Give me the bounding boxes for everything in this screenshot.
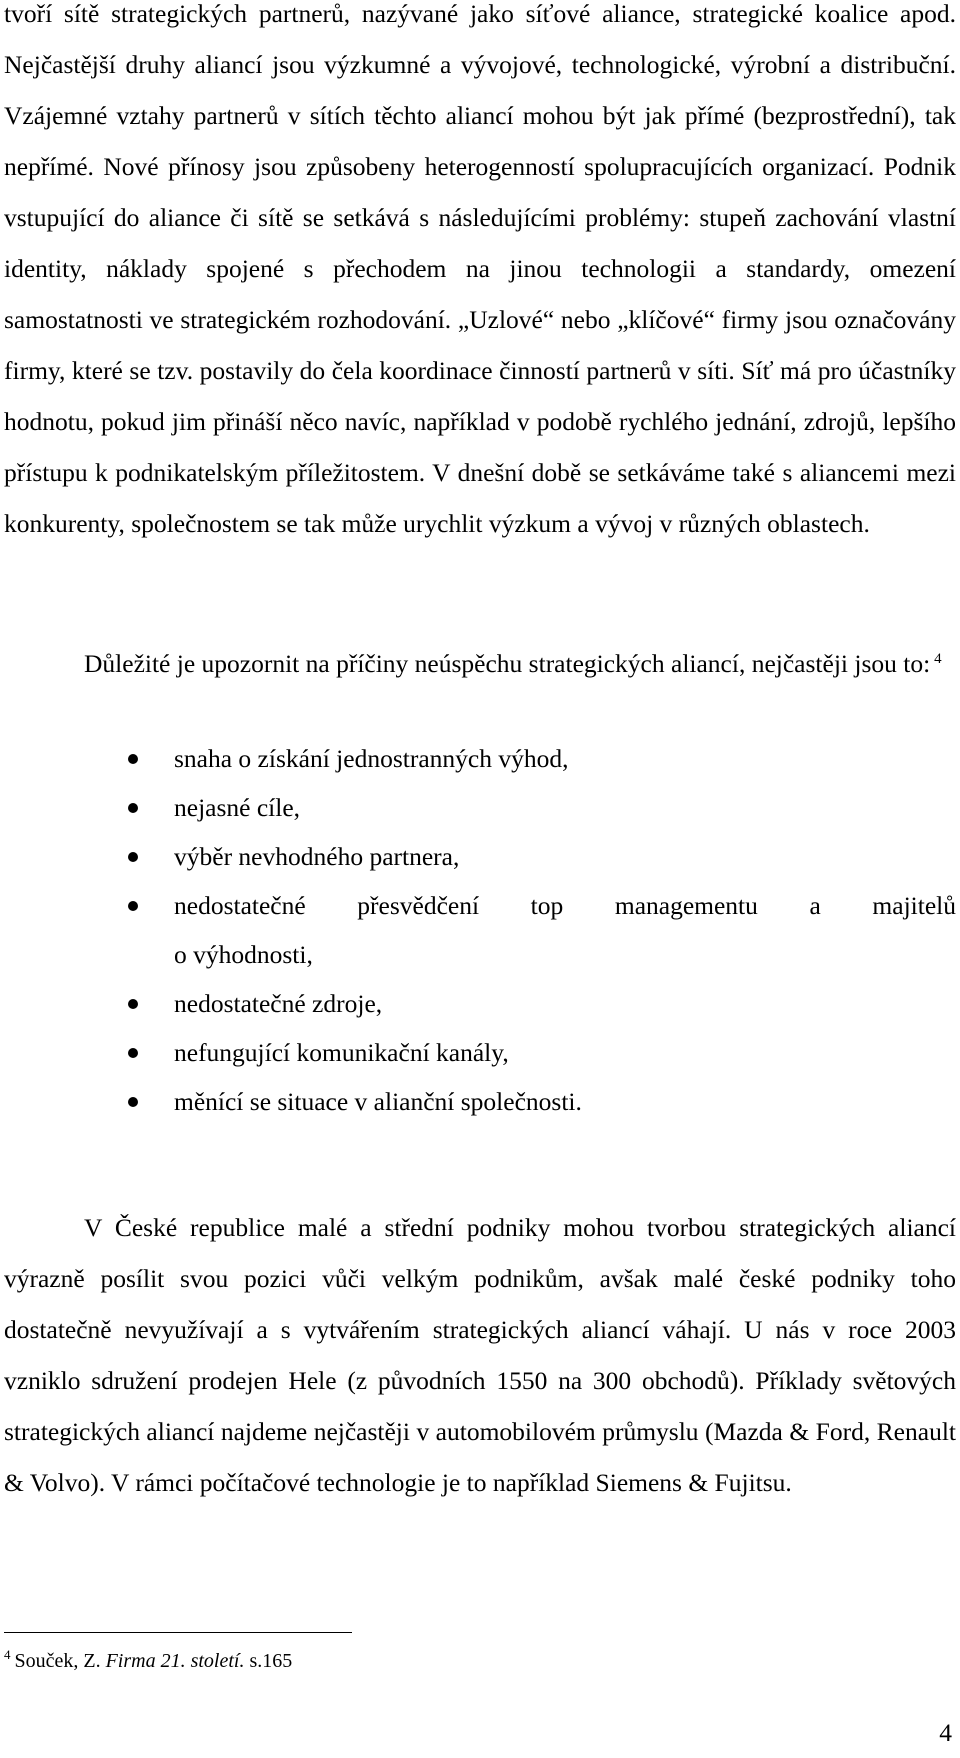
footnote-pages: s.165 [249, 1650, 293, 1672]
bullet-icon [128, 901, 138, 911]
paragraph-failure-causes [4, 638, 956, 689]
list-item [0, 1077, 956, 1126]
list-item-text: nedostatečné přesvědčení top managementu a majitelů [174, 891, 956, 920]
list-item [0, 1028, 956, 1077]
list-item-text: nefungující komunikační kanály, [174, 1038, 509, 1067]
list-item-text: snaha o získání jednostranných výhod, [174, 744, 569, 773]
list-item [0, 832, 956, 881]
bullet-icon [128, 754, 138, 764]
footnote-author: Souček, Z. [14, 1650, 101, 1672]
paragraph-czech-republic: V České republice malé a střední podniky mohou tvorbou strategických aliancí výrazně posílit svou pozici vůči velkým podnikům, avšak malé české podniky toho dostatečně nevyužívají a s vytvářením strategických aliancí váhají. U nás v roce 2003 vzniklo sdružení prodejen Hele (z původních 1550 na 300 obchodů). Příklady světových strategických aliancí najdeme nejčastěji v automobilovém průmyslu (Mazda & Ford, Renault & Volvo). V rámci počítačové technologie je to například Siemens & Fujitsu. [4, 1213, 956, 1497]
list-item-text: výběr nevhodného partnera, [174, 842, 460, 871]
list-item [0, 734, 956, 783]
list-item-text: měnící se situace v alianční společnosti. [174, 1087, 582, 1116]
bullet-icon [128, 1048, 138, 1058]
bullet-icon [128, 999, 138, 1009]
bullet-icon [128, 852, 138, 862]
paragraph-networks: tvoří sítě strategických partnerů, nazývané jako síťové aliance, strategické koalice apod. Nejčastější druhy aliancí jsou výzkumné a vývojové, technologické, výrobní a distribuční. Vzájemné vztahy partnerů v sítích těchto aliancí mohou být jak přímé (bezprostřední), tak nepřímé. Nové přínosy jsou způsobeny heterogenností spolupracujících organizací. Podnik vstupující do aliance či sítě se setkává s následujícími problémy: stupeň zachování vlastní identity, náklady spojené s přechodem na jinou technologii a standardy, omezení samostatnosti ve strategickém rozhodování. „Uzlové“ nebo „klíčové“ firmy jsou označovány firmy, které se tzv. postavily do čela koordinace činností partnerů v síti. Síť má pro účastníky hodnotu, pokud jim přináší něco navíc, například v podobě rychlého jednání, zdrojů, lepšího přístupu k podnikatelským příležitostem. V dnešní době se setkáváme také s aliancemi mezi konkurenty, společnostem se tak může urychlit výzkum a vývoj v různých oblastech. [4, 0, 956, 538]
list-item-text: nedostatečné zdroje, [174, 989, 383, 1018]
footnote-title: Firma 21. století. [105, 1650, 245, 1672]
list-item-text: nejasné cíle, [174, 793, 301, 822]
footnote-number: 4 [4, 1647, 11, 1663]
page-number: 4 [939, 1718, 952, 1747]
list-item [0, 881, 956, 979]
list-item [0, 783, 956, 832]
paragraph-failure-causes-text: Důležité je upozornit na příčiny neúspěchu strategických aliancí, nejčastěji jsou to: [84, 649, 931, 678]
failure-causes-list [0, 734, 956, 1126]
bullet-icon [128, 1097, 138, 1107]
footnote [4, 1648, 292, 1674]
footnote-reference[interactable]: 4 [934, 650, 942, 667]
bullet-icon [128, 803, 138, 813]
footnote-divider [4, 1632, 352, 1633]
list-item [0, 979, 956, 1028]
list-item-text-continued: o výhodnosti, [174, 940, 313, 969]
